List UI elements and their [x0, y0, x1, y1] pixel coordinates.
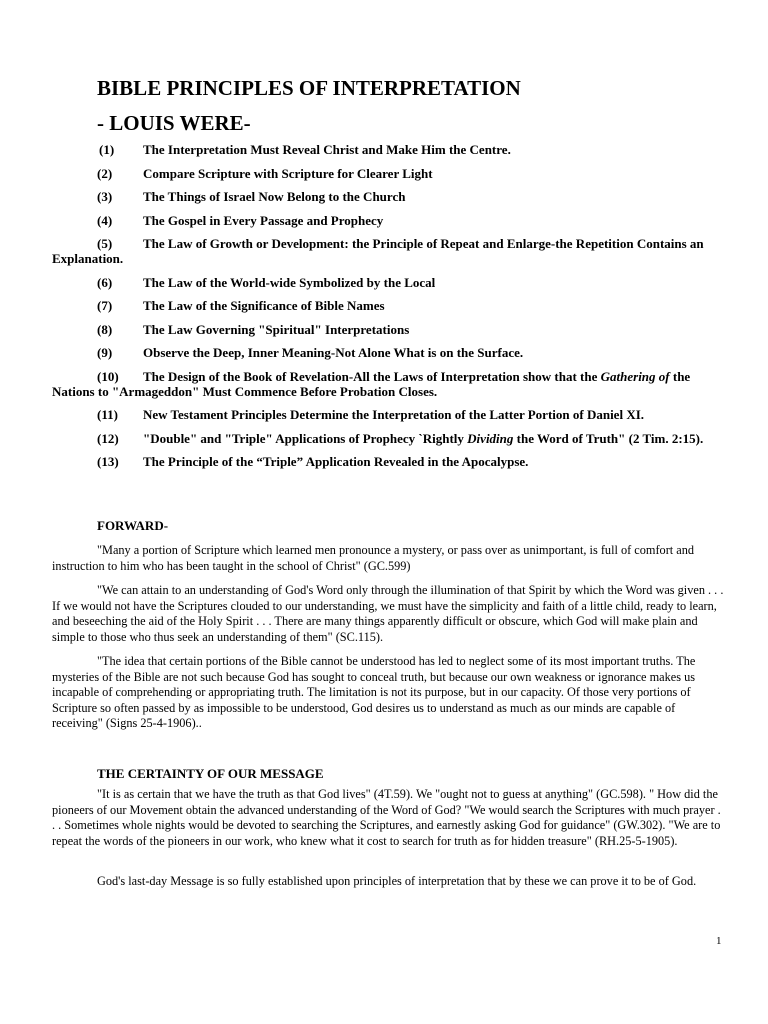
forward-paragraph: "The idea that certain portions of the Bible cannot be understood has led to neglect some of its most important truths. The mysteries of the Bible are not such because God has sought to conceal truth, but because our own weakness or ignorance makes us incapable of comprehending or appropriating truth. The limitation is not its purpose, but in our capacity. Of those very portions of Scripture so often passed by as impossible to be understood, God desires us to understand as much as our minds are capable of receiving" (Signs 25-4-1906).. [52, 654, 696, 731]
principle-item [52, 407, 732, 422]
principle-item [52, 166, 732, 181]
principle-text: The Law of Growth or Development: the Principle of Repeat and Enlarge-the Repetition Contains an Explanation. [52, 236, 704, 266]
document-title: BIBLE PRINCIPLES OF INTERPRETATION [97, 76, 521, 100]
principle-text: Observe the Deep, Inner Meaning-Not Alone What is on the Surface. [143, 345, 524, 360]
principle-text: The Interpretation Must Reveal Christ and Make Him the Centre. [143, 142, 511, 157]
forward-paragraph: "Many a portion of Scripture which learned men pronounce a mystery, or pass over as unimportant, is full of comfort and instruction to him who has been taught in the school of Christ" (GC.599) [52, 543, 695, 573]
principle-number: (7) [97, 298, 113, 313]
certainty-paragraph: God's last-day Message is so fully established upon principles of interpretation that by these we can prove it to be of God. [97, 874, 697, 888]
principle-text-part: the Nations to "Armageddon" Must Commence Before Probation Closes. [52, 368, 691, 399]
principle-number: (3) [97, 189, 113, 204]
principle-text [52, 369, 732, 399]
principle-number: (6) [97, 274, 113, 290]
principle-item [52, 431, 732, 446]
principle-text: The Gospel in Every Passage and Prophecy [143, 212, 384, 228]
principle-number: (2) [97, 165, 113, 181]
principle-number: (10) [97, 368, 119, 384]
principle-text: The Law of the World-wide Symbolized by the Local [143, 274, 436, 290]
principle-text: The Things of Israel Now Belong to the Church [143, 189, 406, 204]
principle-item [52, 142, 732, 157]
principle-text-italic: Gathering of [600, 368, 670, 384]
principle-text-italic: Dividing [467, 430, 514, 446]
principle-text [52, 431, 732, 446]
principle-item [52, 236, 732, 266]
principle-item [52, 322, 732, 337]
principle-number: (12) [97, 430, 119, 446]
principle-number: (1) [99, 142, 115, 157]
forward-paragraph: "We can attain to an understanding of God's Word only through the illumination of that Spirit by which the Word was given . . . If we would not have the Scriptures clouded to our understanding, we must have the simplicity and faith of a little child, ready to learn, and beseeching the aid of the Holy Spirit . . . There are many things apparently difficult or obscure, which God will make plain and simple to those who thus seek an understanding of them" (SC.115). [52, 583, 724, 644]
principle-text: New Testament Principles Determine the Interpretation of the Latter Portion of Daniel XI. [143, 407, 645, 422]
principle-item [52, 454, 732, 469]
principle-item [52, 213, 732, 228]
principle-text-part: the Word of Truth" (2 Tim. 2:15). [513, 430, 704, 446]
principle-number: (13) [97, 454, 119, 469]
certainty-heading: THE CERTAINTY OF OUR MESSAGE [97, 766, 324, 781]
principle-number: (11) [97, 407, 118, 422]
principles-list [52, 142, 732, 478]
principle-text: The Principle of the “Triple” Application Revealed in the Apocalypse. [143, 454, 529, 469]
principle-text: The Law of the Significance of Bible Names [143, 298, 385, 313]
certainty-paragraph: "It is as certain that we have the truth as that God lives" (4T.59). We "ought not to guess at anything" (GC.598). " How did the pioneers of our Movement obtain the advanced understanding of the Word of God? "We would search the Scriptures with much prayer . . . Sometimes whole nights would be devoted to searching the Scriptures, and earnestly asking God for guidance" (GW.302). "We are to repeat the words of the pioneers in our work, who knew what it cost to search for truth as for hidden treasure" (RH.25-5-1905). [52, 787, 721, 848]
principle-item [52, 345, 732, 360]
principle-text: The Law Governing "Spiritual" Interpretations [143, 321, 410, 337]
principle-number: (8) [97, 321, 113, 337]
principle-item [52, 275, 732, 290]
forward-heading: FORWARD- [97, 518, 169, 533]
document-author: - LOUIS WERE- [97, 111, 251, 135]
principle-item [52, 369, 732, 399]
principle-text-part: "Double" and "Triple" Applications of Prophecy `Rightly [143, 430, 468, 446]
page-number: 1 [716, 935, 722, 947]
principle-text: Compare Scripture with Scripture for Clearer Light [143, 165, 433, 181]
principle-number: (4) [97, 212, 113, 228]
principle-number: (9) [97, 345, 113, 360]
principle-text-part: The Design of the Book of Revelation-All the Laws of Interpretation show that the [143, 368, 601, 384]
principle-item [52, 298, 732, 313]
principle-item [52, 189, 732, 204]
principle-number: (5) [97, 236, 113, 251]
